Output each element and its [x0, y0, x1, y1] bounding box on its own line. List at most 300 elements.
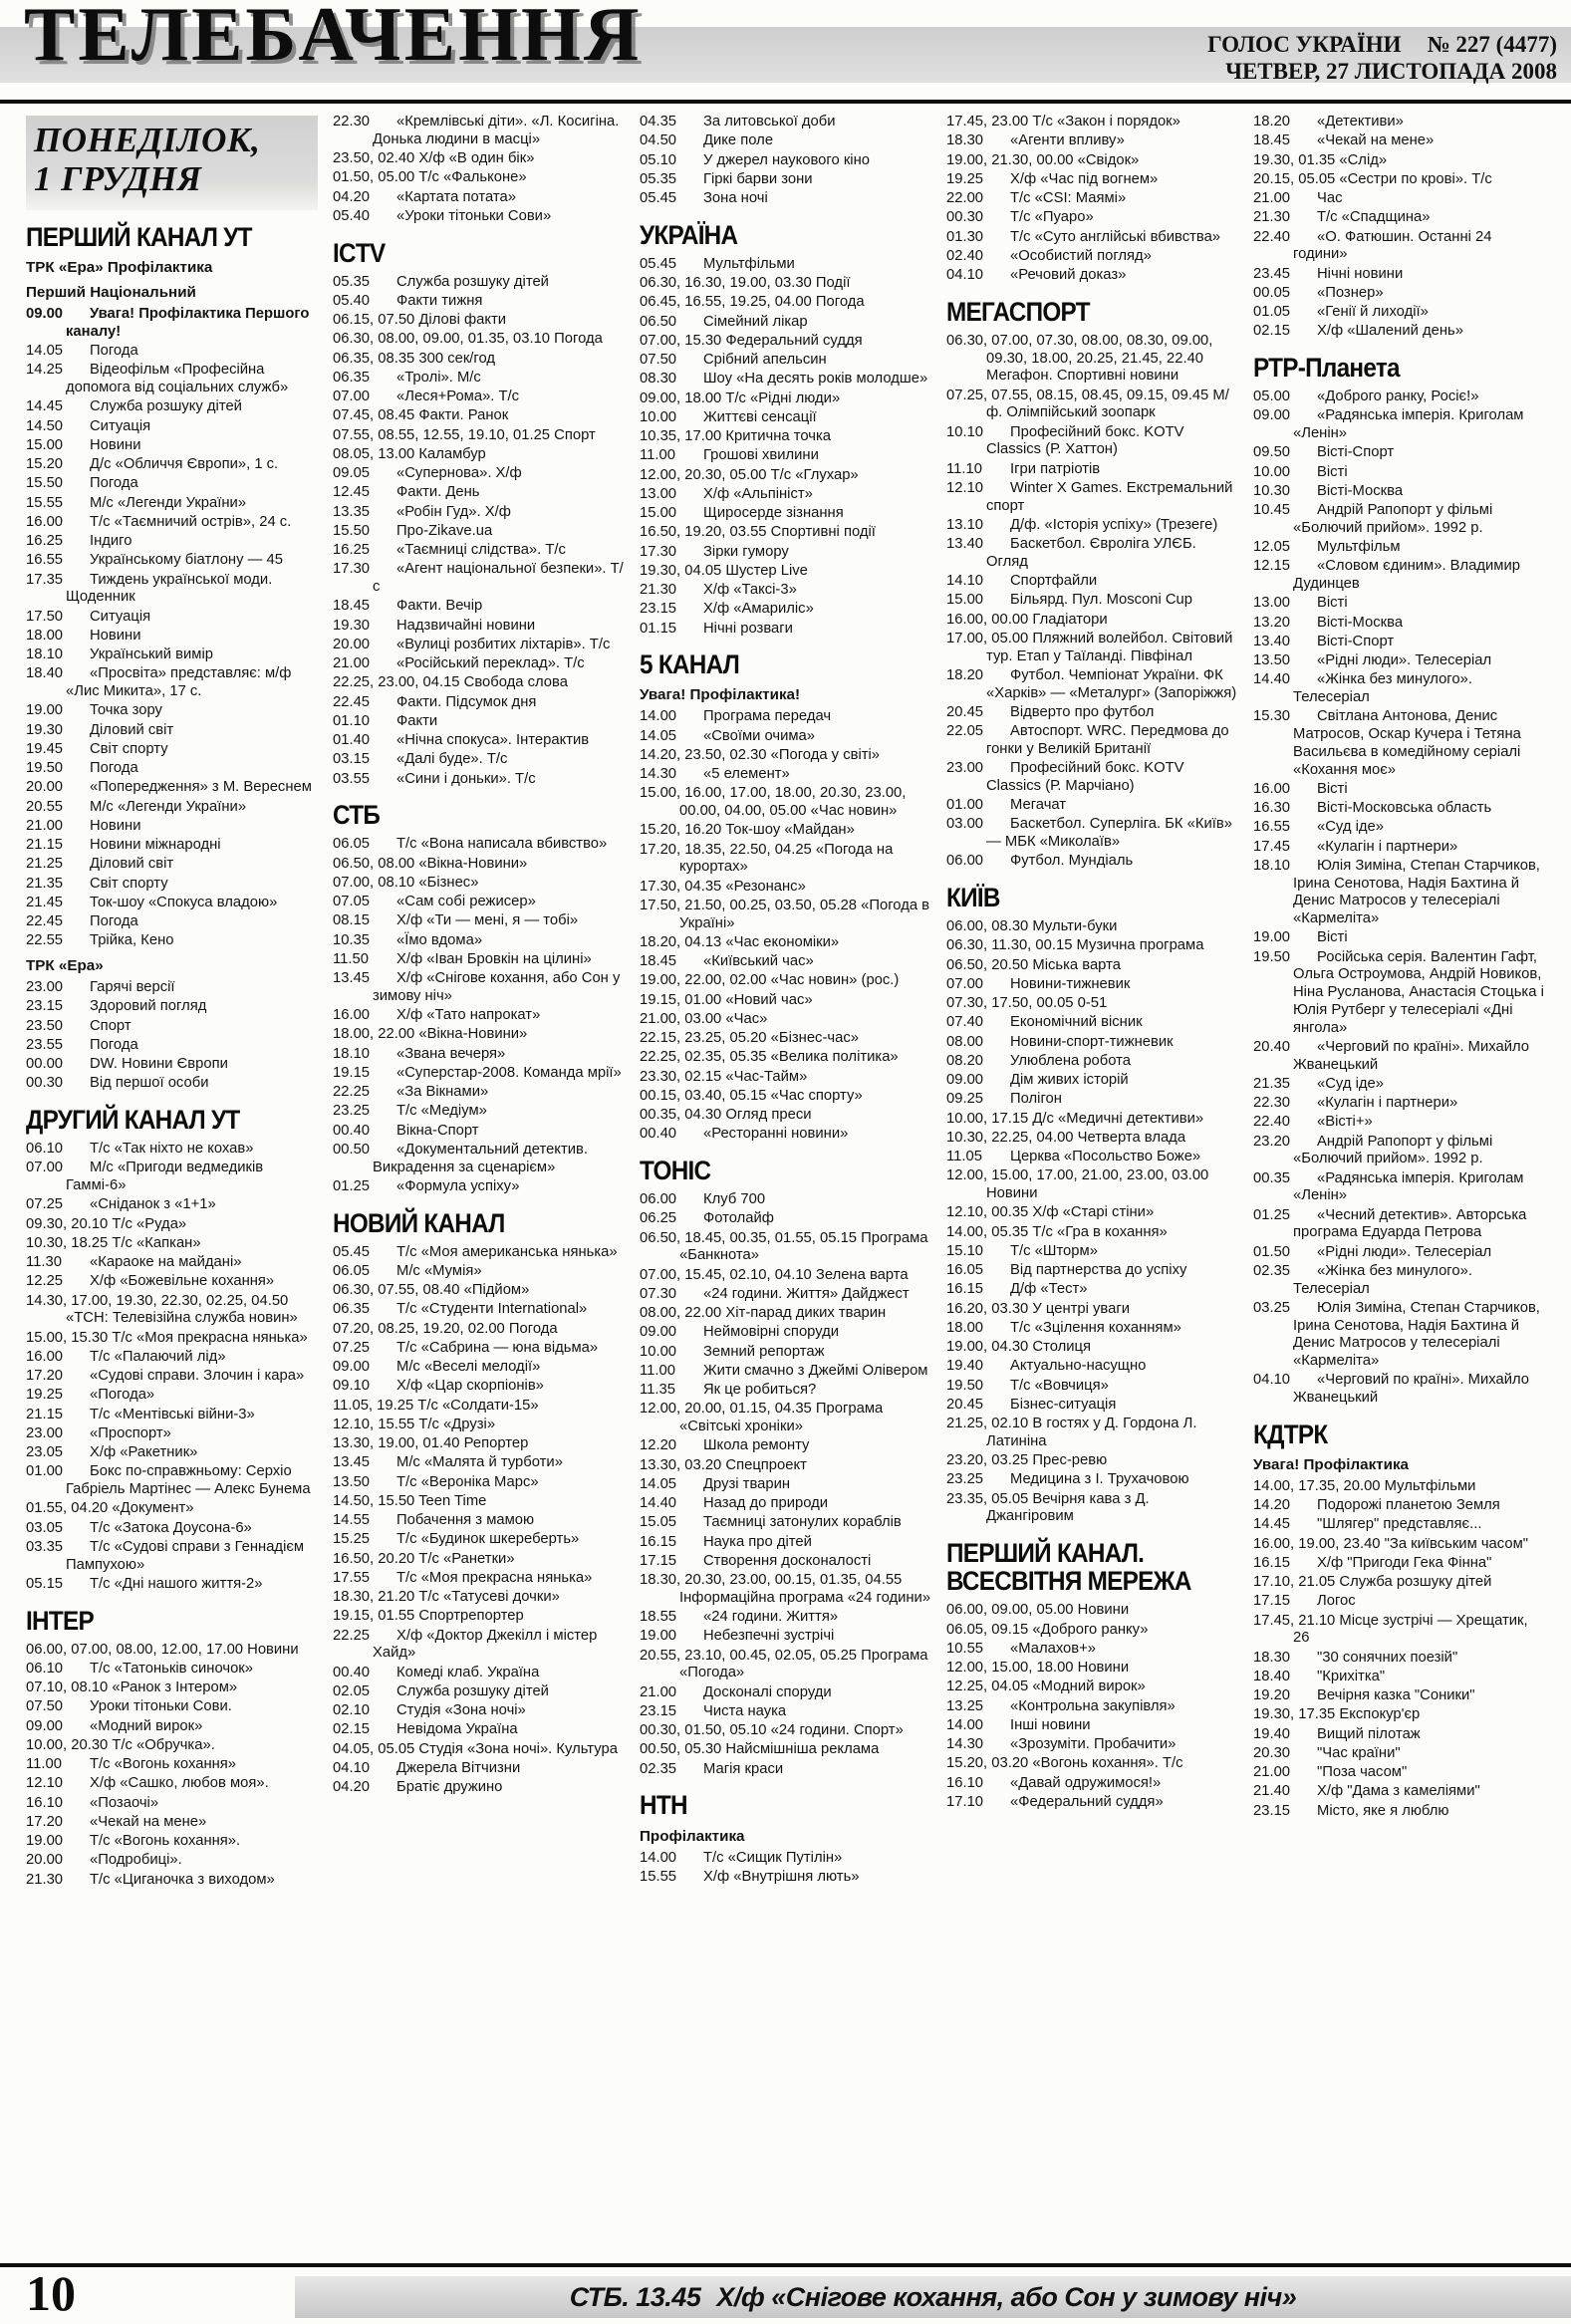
program-title: «Модний вирок»: [90, 1717, 203, 1734]
program-time: 04.20: [333, 1779, 371, 1796]
program-time: 19.30: [333, 617, 371, 634]
program-title: Невідома Україна: [396, 1721, 518, 1738]
program-item: [1253, 1783, 1545, 1801]
program-item: [640, 1363, 931, 1381]
program-time: 17.30, 04.35: [640, 878, 722, 895]
program-item: [640, 132, 931, 150]
program-time: 23.50: [26, 1017, 64, 1034]
program-item: [946, 171, 1238, 189]
program-time: 21.35: [26, 875, 64, 892]
program-title: Зона ночі: [703, 190, 768, 206]
program-title: Столиця: [1028, 1339, 1091, 1356]
program-item: [333, 1321, 625, 1339]
program-item: [1253, 1039, 1545, 1075]
program-time: 06.30, 08.00, 09.00, 01.35, 03.10: [333, 331, 551, 348]
program-time: 23.15: [1253, 1802, 1291, 1819]
program-item: [640, 333, 931, 351]
program-time: 19.25: [946, 170, 984, 187]
program-item: [1253, 819, 1545, 837]
program-time: 04.20: [333, 188, 371, 205]
program-item: [26, 1642, 318, 1660]
program-time: 05.35: [333, 273, 371, 290]
program-item: [333, 932, 625, 950]
program-item: [946, 190, 1238, 208]
program-time: 20.00: [26, 779, 64, 796]
program-time: 21.15: [26, 1406, 64, 1422]
program-title: Точка зору: [90, 702, 162, 719]
program-title: «Документальний детектив. Викрадення за сценарієм»: [373, 1141, 588, 1175]
program-title: Погода: [90, 343, 138, 360]
program-time: 19.30, 17.35: [1253, 1706, 1336, 1723]
program-item: [26, 1037, 318, 1055]
program-title: Вісті-Спорт: [1317, 633, 1395, 649]
program-time: 16.55: [1253, 819, 1291, 836]
program-time: 06.05: [333, 1262, 371, 1279]
program-time: 00.40: [333, 1664, 371, 1680]
program-time: 10.10: [946, 423, 984, 440]
program-title: «Вогонь кохання». Т/с: [1028, 1755, 1183, 1772]
program-time: 10.30, 18.25: [26, 1234, 109, 1251]
program-time: 15.50: [333, 522, 371, 539]
program-title: Погода: [90, 913, 138, 930]
program-time: 21.30: [1253, 209, 1291, 226]
promo-title: Х/ф «Снігове кохання, або Сон у зимову ніч»: [716, 2281, 1297, 2312]
program-time: 22.40: [1253, 1114, 1291, 1131]
program-title: Ділові факти: [414, 312, 507, 329]
program-time: 13.00: [640, 485, 677, 502]
program-item: [26, 1141, 318, 1159]
program-title: Ток-шоу «Спокуса владою»: [90, 894, 278, 910]
program-title: Клуб 700: [703, 1191, 766, 1208]
program-time: 22.00: [946, 190, 984, 206]
program-title: Церква «Посольство Боже»: [1010, 1149, 1201, 1165]
program-time: 07.30: [640, 1285, 677, 1302]
program-title: Ситуація: [90, 417, 151, 434]
program-title: «Кулагін і партнери»: [1317, 838, 1458, 855]
program-time: 16.00, 19.00, 23.40: [1253, 1535, 1381, 1552]
program-time: 22.15, 23.25, 05.20: [640, 1030, 767, 1047]
program-time: 16.00: [26, 1348, 64, 1365]
program-time: 05.35: [640, 170, 677, 187]
program-item: [640, 1495, 931, 1513]
program-item: [26, 1520, 318, 1538]
program-item: [946, 937, 1238, 955]
program-title: Грошові хвилини: [703, 447, 819, 464]
program-item: [640, 409, 931, 427]
program-item: [333, 407, 625, 425]
program-item: [26, 702, 318, 720]
program-time: 19.00, 04.30: [946, 1339, 1029, 1356]
program-title: «Сам собі режисер»: [396, 894, 536, 910]
program-item: [26, 1196, 318, 1214]
program-time: 22.25, 02.35, 05.35: [640, 1049, 767, 1066]
program-item: [333, 1721, 625, 1739]
program-time: 21.30: [640, 582, 677, 599]
program-item: [640, 1514, 931, 1532]
program-title: Ситуація: [90, 608, 151, 625]
program-title: Створення досконалості: [703, 1552, 872, 1569]
program-time: 09.00: [26, 1717, 64, 1734]
program-time: 13.30, 19.00, 01.40: [333, 1435, 460, 1452]
program-title: «Чекай на мене»: [1317, 132, 1435, 149]
program-title: Погода: [504, 1320, 558, 1337]
program-title: «24 години. Життя» Дайджест: [703, 1285, 910, 1302]
program-title: Чиста наука: [703, 1702, 787, 1719]
program-title: «Речовий доказ»: [1010, 267, 1127, 283]
program-title: Спортрепортер: [414, 1608, 524, 1625]
program-item: [640, 898, 931, 933]
program-title: Ток-шоу «Майдан»: [721, 822, 855, 839]
program-time: 15.50: [26, 475, 64, 492]
program-title: За литовської доби: [703, 114, 836, 129]
program-title: Вісті: [1317, 595, 1348, 612]
program-time: 23.25: [333, 1103, 371, 1120]
program-item: [946, 1471, 1238, 1489]
program-time: 01.10: [333, 712, 371, 729]
program-title: Надзвичайні новини: [396, 617, 536, 634]
program-item: [1253, 1207, 1545, 1243]
program-item: [640, 708, 931, 726]
program-item: [333, 274, 625, 292]
program-time: 08.00: [946, 1033, 984, 1050]
program-item: [640, 314, 931, 332]
program-title: Прес-ревю: [1028, 1452, 1108, 1469]
program-item: [1253, 1095, 1545, 1113]
program-title: Медицина з І. Трухачовою: [1010, 1471, 1189, 1488]
program-time: 18.30, 20.30, 23.00, 00.15, 01.35, 04.55: [640, 1572, 903, 1589]
program-time: 20.55: [26, 798, 64, 815]
program-title: «Чекай на мене»: [90, 1813, 207, 1830]
program-title: «Суд іде»: [1317, 1075, 1384, 1092]
program-item: [1253, 839, 1545, 857]
program-title: Вісті-Москва: [1317, 614, 1404, 631]
program-time: 03.05: [26, 1519, 64, 1536]
program-time: 23.00: [26, 1424, 64, 1441]
program-time: 07.00: [333, 388, 371, 405]
program-time: 08.00, 22.00: [640, 1305, 722, 1322]
program-time: 11.35: [640, 1382, 675, 1399]
program-item: [640, 728, 931, 746]
program-item: [26, 818, 318, 836]
program-item: [26, 1775, 318, 1793]
program-time: 12.25: [26, 1273, 64, 1290]
program-item: [26, 779, 318, 797]
program-item: [1253, 464, 1545, 482]
program-time: 20.40: [1253, 1038, 1291, 1055]
program-title: «Далі буде». Т/с: [396, 751, 508, 768]
program-time: 22.45: [26, 913, 64, 930]
program-title: Т/с «CSI: Маямі»: [1010, 190, 1127, 206]
program-time: 17.45: [1253, 838, 1291, 855]
program-title: Критична точка: [721, 428, 832, 445]
program-time: 12.15: [1253, 558, 1291, 575]
program-time: 19.40: [946, 1358, 984, 1375]
program-title: Місто, яке я люблю: [1317, 1802, 1449, 1819]
program-title: Найсмішніша реклама: [721, 1741, 880, 1758]
program-time: 02.10: [333, 1702, 371, 1719]
program-item: [1253, 209, 1545, 227]
program-title: «Сестри по крові». Т/с: [1335, 170, 1492, 187]
program-item: [333, 771, 625, 789]
program-time: 13.50: [1253, 652, 1291, 669]
program-time: 10.30: [1253, 482, 1291, 499]
program-title: Факти: [396, 712, 438, 729]
program-title: Футбол. Мундіаль: [1010, 853, 1134, 870]
program-item: [946, 1034, 1238, 1052]
program-time: 19.50: [26, 760, 64, 777]
program-item: [1253, 1134, 1545, 1169]
program-item: [640, 563, 931, 581]
program-title: «Їмо вдома»: [396, 931, 483, 948]
program-title: Автоспорт. WRC. Передмова до гонки у Великій Британії: [986, 723, 1229, 757]
program-item: [640, 1553, 931, 1571]
program-title: Земний репортаж: [703, 1343, 825, 1360]
program-time: 20.30: [1253, 1744, 1291, 1761]
program-time: 19.00: [26, 1833, 64, 1850]
program-item: [26, 1425, 318, 1443]
program-title: «Свідок»: [1073, 151, 1140, 168]
program-item: [1253, 444, 1545, 462]
program-time: 13.45: [333, 970, 371, 987]
program-time: 06.00, 08.30: [946, 918, 1029, 935]
program-title: Небезпечні зустрічі: [703, 1628, 835, 1645]
program-item: [333, 504, 625, 522]
program-item: [640, 972, 931, 990]
program-title: «Час спорту»: [766, 1087, 863, 1104]
program-title: Т/с «Фальконе»: [414, 169, 527, 186]
program-time: 14.30: [946, 1736, 984, 1753]
program-item: [640, 294, 931, 312]
program-time: 15.00: [640, 505, 677, 522]
program-time: 07.00: [946, 975, 984, 992]
program-time: 14.00, 17.35, 20.00: [1253, 1477, 1381, 1494]
program-item: [1253, 152, 1545, 170]
program-time: 23.15: [640, 1702, 677, 1719]
program-title: Вісті-Спорт: [1317, 444, 1395, 461]
program-time: 16.10: [946, 1774, 984, 1791]
program-item: [640, 428, 931, 446]
program-item: [946, 816, 1238, 852]
program-title: "Час країни": [1317, 1744, 1401, 1761]
program-item: [26, 514, 318, 532]
program-time: 13.45: [333, 1454, 371, 1471]
program-item: [640, 601, 931, 619]
program-title: Т/с «Циганочка з виходом»: [90, 1871, 275, 1888]
program-item: [26, 856, 318, 874]
program-item: [640, 1628, 931, 1646]
program-time: 18.10: [333, 1045, 371, 1062]
program-item: [640, 371, 931, 388]
program-item: [333, 1301, 625, 1319]
program-item: [333, 208, 625, 226]
program-item: [26, 1235, 318, 1253]
program-item: [946, 1281, 1238, 1299]
program-title: Х/ф «Тато напрокат»: [396, 1007, 541, 1024]
program-title: Т/с «Сабрина — юна відьма»: [396, 1339, 599, 1356]
program-item: [26, 646, 318, 664]
program-time: 13.25: [946, 1697, 984, 1714]
program-item: [333, 1683, 625, 1701]
program-time: 14.45: [26, 398, 64, 415]
program-item: [946, 1452, 1238, 1470]
program-title: Погода: [90, 760, 138, 777]
program-title: «Кулагін і партнери»: [1317, 1095, 1458, 1112]
program-time: 05.45: [333, 1243, 371, 1260]
program-item: [333, 1378, 625, 1396]
program-item: [26, 1216, 318, 1234]
program-item: [946, 1775, 1238, 1793]
program-title: Т/с «Суто англійські вбивства»: [1010, 228, 1221, 245]
program-title: «24 години. Спорт»: [766, 1722, 904, 1739]
program-title: Вісті: [1317, 463, 1348, 480]
program-item: [1253, 708, 1545, 779]
program-item: [946, 631, 1238, 666]
program-item: [1253, 407, 1545, 443]
program-item: [333, 1779, 625, 1797]
program-title: Шустер Live: [721, 562, 808, 579]
program-title: «Час економіки»: [721, 933, 840, 950]
program-item: [333, 388, 625, 406]
program-time: 10.00: [1253, 463, 1291, 480]
program-title: Х/ф «Доктор Джекілл і містер Хайд»: [373, 1627, 598, 1662]
program-item: [640, 1191, 931, 1209]
program-item: [946, 517, 1238, 535]
program-item: [333, 856, 625, 874]
program-title: Новини міжнародні: [90, 837, 221, 854]
program-item: [333, 1665, 625, 1682]
program-item: [26, 437, 318, 455]
program-item: [26, 1444, 318, 1462]
program-item: [26, 1756, 318, 1774]
program-item: [946, 1262, 1238, 1280]
program-title: Назад до природи: [703, 1495, 829, 1512]
program-time: 18.45: [1253, 132, 1291, 149]
program-time: 21.25, 02.10: [946, 1416, 1029, 1432]
program-title: «Своїми очима»: [703, 727, 816, 744]
program-time: 07.55, 08.55, 12.55, 19.10, 01.25: [333, 426, 551, 443]
program-item: [946, 480, 1238, 516]
program-time: 14.00: [640, 708, 677, 725]
program-title: Спортфайли: [1010, 573, 1098, 590]
program-time: 11.00: [26, 1756, 62, 1773]
program-time: 00.30, 01.50, 05.10: [640, 1722, 767, 1739]
program-title: Каламбур: [414, 445, 486, 462]
program-time: 08.15: [333, 912, 371, 929]
program-title: Ігри патріотів: [1010, 460, 1101, 477]
program-title: «Радянська імперія. Криголам «Ленін»: [1293, 1169, 1524, 1204]
program-item: [1253, 615, 1545, 633]
program-time: 23.00: [26, 979, 64, 996]
program-title: «Черговий по країні». Михайло Жванецький: [1293, 1038, 1530, 1073]
program-item: [333, 1435, 625, 1453]
program-title: Студія «Зона ночі». Культура: [414, 1740, 618, 1757]
program-time: 12.00, 15.00, 17.00, 21.00, 23.00, 03.00: [946, 1167, 1209, 1184]
program-item: [640, 1684, 931, 1702]
program-time: 09.10: [333, 1378, 371, 1395]
program-item: [333, 912, 625, 930]
program-title: «Познер»: [1317, 284, 1384, 301]
program-time: 01.25: [333, 1177, 371, 1194]
program-item: [333, 1359, 625, 1377]
channel-header: МЕГАСПОРТ: [946, 296, 1090, 327]
program-item: [946, 1167, 1238, 1203]
program-title: Професійний бокс. KOTV Classics (Р. Марчіано): [986, 760, 1184, 794]
program-time: 13.30, 03.20: [640, 1456, 722, 1473]
program-time: 14.40: [1253, 671, 1291, 688]
program-time: 10.35: [333, 931, 371, 948]
program-item: [1253, 1114, 1545, 1132]
program-title: «Час новин» (рос.): [766, 972, 900, 989]
program-title: «Документ»: [108, 1500, 194, 1517]
program-time: 02.15: [333, 1721, 371, 1738]
program-time: 07.25, 07.55, 08.15, 08.45, 09.15, 09.45: [946, 387, 1209, 403]
program-item: [946, 1072, 1238, 1090]
program-time: 08.05, 13.00: [333, 445, 415, 462]
program-time: 21.30: [26, 1871, 64, 1888]
program-item: [333, 1026, 625, 1044]
program-time: 16.05: [946, 1262, 984, 1279]
program-title: Зелена варта: [811, 1266, 909, 1283]
program-title: Баскетбол. Євроліга УЛЄБ. Огляд: [986, 536, 1196, 570]
program-item: [333, 561, 625, 597]
program-item: [26, 913, 318, 931]
program-time: 03.15: [333, 751, 371, 768]
program-title: Новини-спорт-тижневик: [1010, 1033, 1174, 1050]
program-item: [1253, 266, 1545, 284]
program-item: [640, 447, 931, 465]
program-time: 14.10: [946, 573, 984, 590]
program-title: «Суд іде»: [1317, 819, 1384, 836]
column-4: [946, 114, 1238, 2257]
program-time: 09.50: [1253, 444, 1291, 461]
program-time: 02.40: [946, 247, 984, 264]
program-time: 11.00: [640, 447, 675, 464]
program-item: [26, 1833, 318, 1851]
footer-promo-band: [295, 2276, 1571, 2318]
program-title: «Агент національної безпеки». Т/с: [373, 561, 624, 596]
program-title: Більярд. Пул. Mosconi Cup: [1010, 592, 1193, 609]
program-title: Жити смачно з Джеймі Олівером: [703, 1362, 928, 1379]
program-time: 16.00, 00.00: [946, 611, 1029, 628]
program-item: [640, 1722, 931, 1740]
program-time: 09.00: [640, 1324, 677, 1341]
program-time: 06.30, 07.55, 08.40: [333, 1282, 460, 1299]
program-title: У джерел наукового кіно: [703, 151, 870, 168]
program-time: 14.05: [640, 727, 677, 744]
program-title: Андрій Рапопорт у фільмі «Болючий прийом». 1992 р.: [1293, 1133, 1493, 1167]
program-item: [26, 1254, 318, 1272]
program-title: «Час»: [721, 1010, 768, 1027]
channel-header: 5 КАНАЛ: [640, 649, 740, 680]
program-title: Вечірня кава з Д. Джангіровим: [986, 1490, 1150, 1525]
channel-header: СТБ: [333, 800, 381, 831]
program-item: [333, 751, 625, 769]
program-item: [1253, 595, 1545, 613]
program-time: 17.30: [640, 543, 677, 560]
program-time: 14.05: [640, 1475, 677, 1492]
program-title: Пляжний волейбол. Світовий тур. Етап у Таїланді. Півфінал: [986, 630, 1233, 664]
program-title: Т/с «Вероніка Марс»: [396, 1473, 539, 1490]
program-time: 00.40: [640, 1126, 677, 1143]
program-item: [946, 1339, 1238, 1357]
program-title: 300 сек/год: [414, 350, 496, 367]
program-title: Вікна-Спорт: [396, 1122, 479, 1139]
program-time: 21.25: [26, 856, 64, 873]
program-time: 07.30, 17.50, 00.05: [946, 995, 1074, 1012]
program-item: [26, 741, 318, 759]
footer: [0, 2263, 1571, 2324]
program-title: Х/ф «Таксі-3»: [703, 582, 797, 599]
